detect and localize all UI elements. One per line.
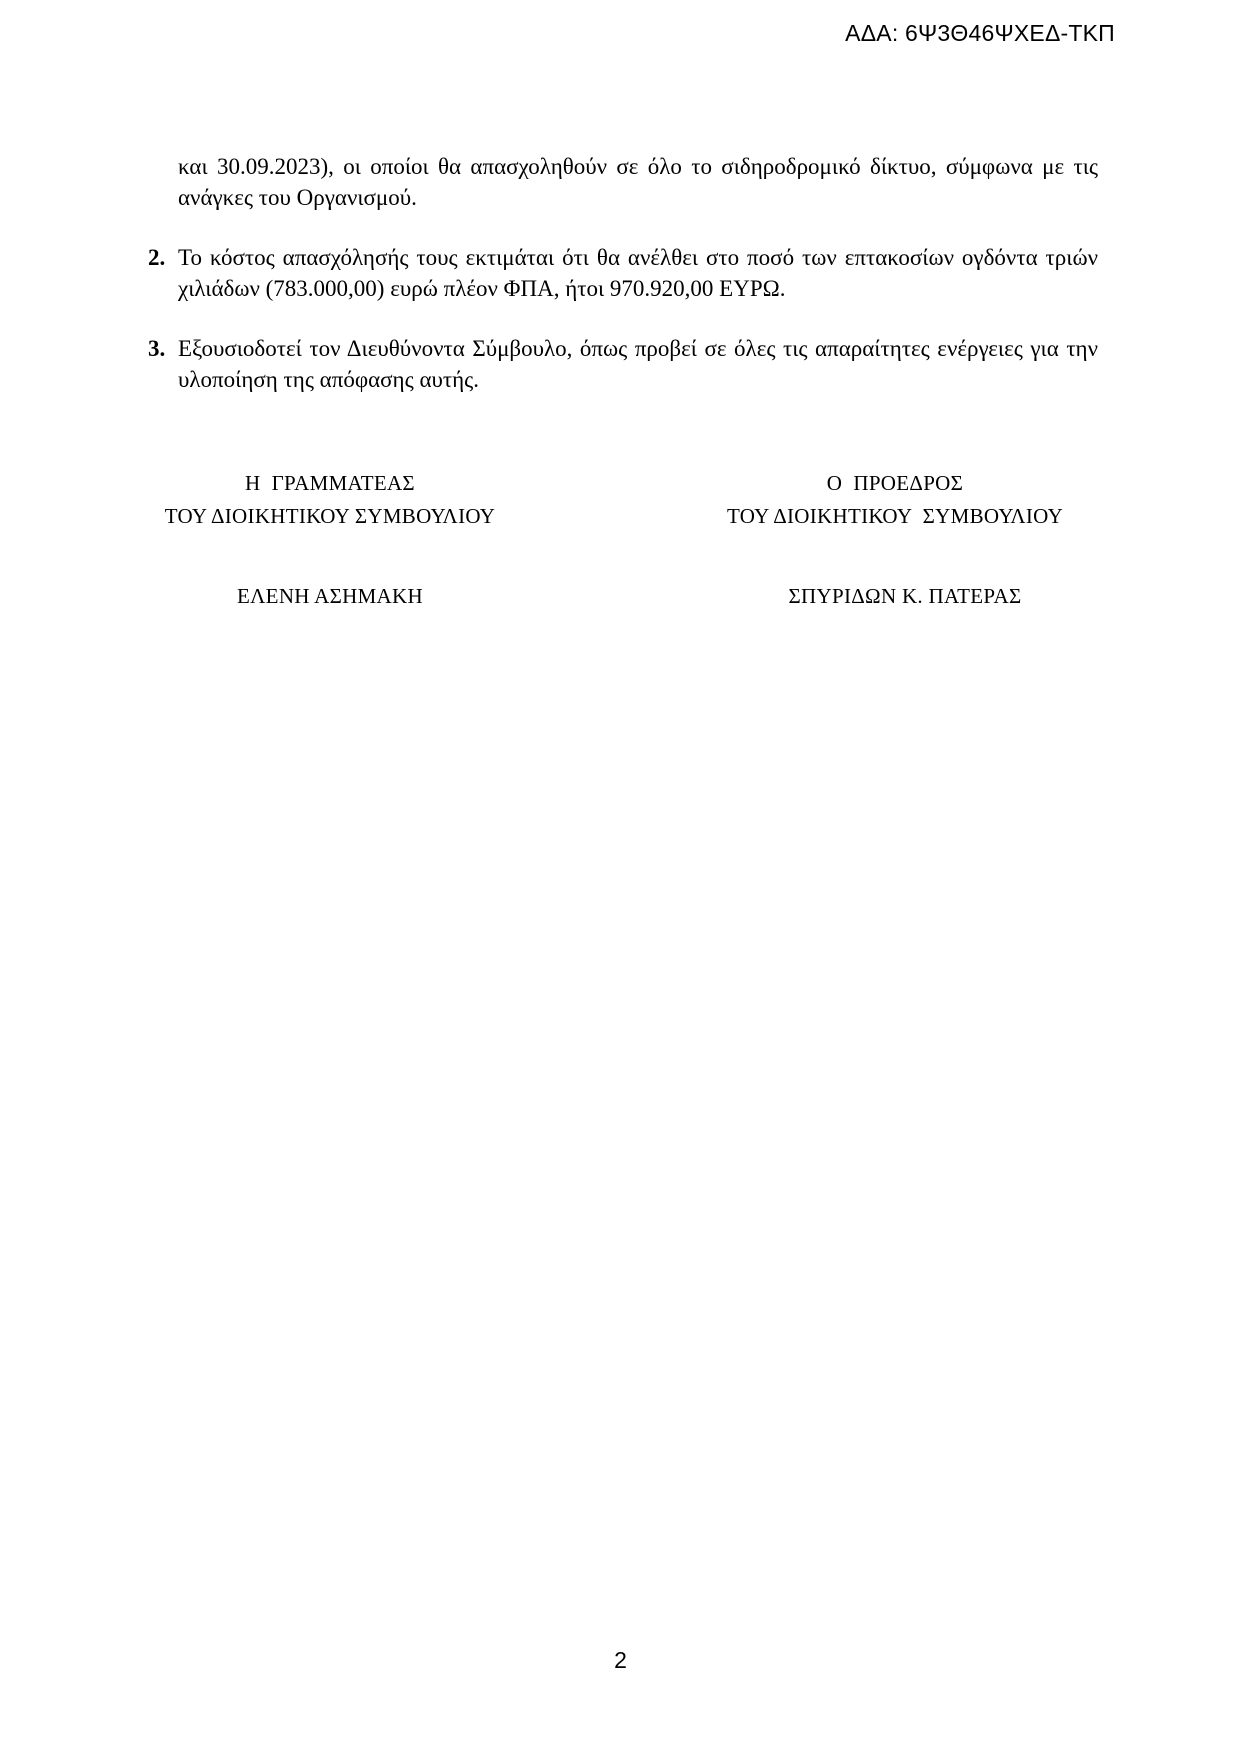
secretary-board: ΤΟΥ ΔΙΟΙΚΗΤΙΚΟΥ ΣΥΜΒΟΥΛΙΟΥ — [164, 504, 496, 528]
item-number: 2. — [148, 245, 166, 270]
list-item — [148, 333, 1098, 395]
president-name: ΣΠΥΡΙΔΩΝ Κ. ΠΑΤΕΡΑΣ — [788, 584, 1022, 608]
page-number: 2 — [614, 1647, 627, 1673]
secretary-name: ΕΛΕΝΗ ΑΣΗΜΑΚΗ — [237, 584, 423, 608]
president-title: Ο ΠΡΟΕΔΡΟΣ — [826, 471, 964, 495]
secretary-signature-block — [140, 467, 520, 533]
ada-identifier: ΑΔΑ: 6Ψ3Θ46ΨΧΕΔ-ΤΚΠ — [845, 20, 1115, 46]
president-signature-block — [700, 467, 1090, 533]
secretary-title: Η ΓΡΑΜΜΑΤΕΑΣ — [245, 471, 415, 495]
continuation-paragraph: και 30.09.2023), οι οποίοι θα απασχοληθούν σε όλο το σιδηροδρομικό δίκτυο, σύμφωνα με τις ανάγκες του Οργανισμού. — [178, 154, 1098, 210]
item-number: 3. — [148, 336, 166, 361]
document-body — [148, 151, 1098, 395]
president-board: ΤΟΥ ΔΙΟΙΚΗΤΙΚΟΥ ΣΥΜΒΟΥΛΙΟΥ — [726, 504, 1064, 528]
item-text: Το κόστος απασχόλησής τους εκτιμάται ότι θα ανέλθει στο ποσό των επτακοσίων ογδόντα τριών χιλιάδων (783.000,00) ευρώ πλέον ΦΠΑ, ήτοι 970.920,00 ΕΥΡΩ. — [178, 245, 1098, 301]
list-item — [148, 242, 1098, 304]
item-text: Εξουσιοδοτεί τον Διευθύνοντα Σύμβουλο, όπως προβεί σε όλες τις απαραίτητες ενέργειες για την υλοποίηση της απόφασης αυτής. — [178, 336, 1098, 392]
